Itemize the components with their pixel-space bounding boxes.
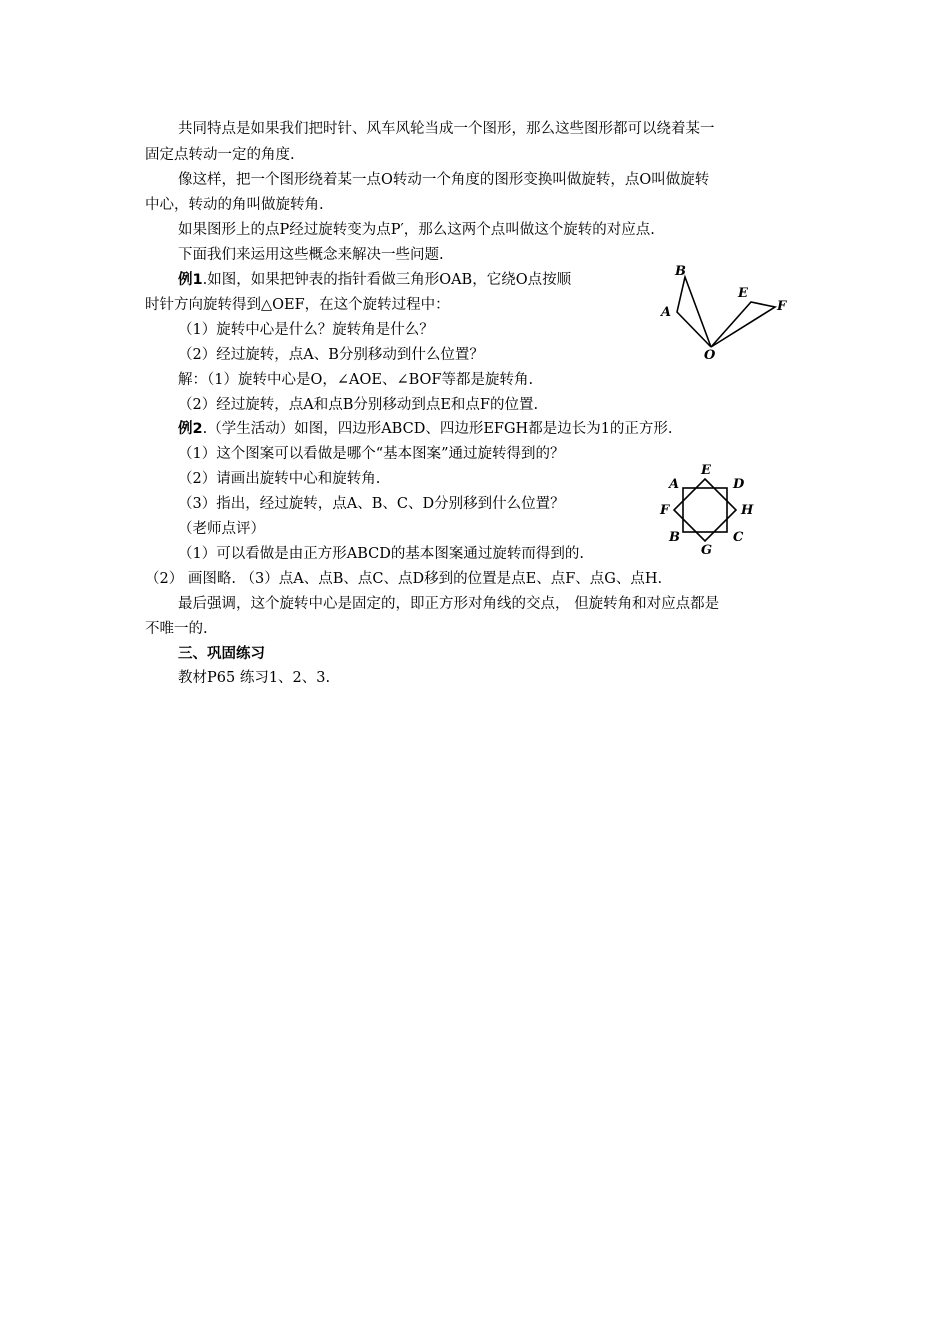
label-A: A [661,305,672,320]
label-E: E [701,463,711,478]
p1-line1: 共同特点是如果我们把时针、风车风轮当成一个图形，那么这些图形都可以绕着某一 [178,121,715,137]
section3-text: 教材P65 练习1、2、3. [178,670,331,686]
figure-rotation-triangles [655,262,795,362]
p4: 下面我们来运用这些概念来解决一些问题. [178,247,444,263]
label-D: D [733,477,745,492]
example2-question1: （1）这个图案可以看做是哪个“基本图案”通过旋转得到的？ [178,446,565,462]
example2-text: .（学生活动）如图，四边形ABCD、四边形EFGH都是边长为1的正方形. [202,421,673,437]
example1-label: 例1 [178,272,203,288]
label-H: H [741,503,754,518]
label-F: F [777,299,787,314]
triangle-OAB [677,277,711,347]
p5-line1: 最后强调，这个旋转中心是固定的，即正方形对角线的交点， 但旋转角和对应点都是 [178,596,720,612]
label-A: A [669,477,680,492]
example2-comment: （老师点评） [178,521,265,537]
example1-line2: 时针方向旋转得到△OEF，在这个旋转过程中： [145,297,450,313]
p3: 如果图形上的点P经过旋转变为点P′，那么这两个点叫做这个旋转的对应点. [178,222,655,238]
label-G: G [701,543,713,558]
p2-line2: 中心，转动的角叫做旋转角. [145,197,324,213]
p1-line2: 固定点转动一定的角度. [145,147,295,163]
example1-solution2: （2）经过旋转，点A和点B分别移动到点E和点F的位置. [178,397,539,413]
example1-intro [178,270,571,290]
example2-answer2: （2） 画图略. （3）点A、点B、点C、点D移到的位置是点E、点F、点G、点H. [145,571,663,587]
example2-intro [178,419,673,439]
label-B: B [675,264,686,279]
example2-question3: （3）指出，经过旋转，点A、B、C、D分别移到什么位置？ [178,496,565,512]
example2-label: 例2 [178,421,203,437]
p2-line1: 像这样，把一个图形绕着某一点O转动一个角度的图形变换叫做旋转，点O叫做旋转 [178,172,710,188]
label-O: O [704,348,716,362]
figure-overlapping-squares [658,460,758,560]
example2-answer1: （1）可以看做是由正方形ABCD的基本图案通过旋转而得到的. [178,546,584,562]
example1-question1: （1）旋转中心是什么？旋转角是什么？ [178,322,434,338]
example1-question2: （2）经过旋转，点A、B分别移动到什么位置？ [178,347,484,363]
label-B: B [669,530,680,545]
p5-line2: 不唯一的. [145,621,208,637]
triangle-OEF [711,302,775,347]
label-E: E [738,286,748,301]
example1-text: .如图，如果把钟表的指针看做三角形OAB，它绕O点按顺 [202,272,572,288]
section3-heading: 三、巩固练习 [178,646,265,662]
label-F: F [660,503,670,518]
example2-question2: （2）请画出旋转中心和旋转角. [178,471,381,487]
label-C: C [733,530,744,545]
example1-solution1: 解：（1）旋转中心是O，∠AOE、∠BOF等都是旋转角. [178,372,534,388]
